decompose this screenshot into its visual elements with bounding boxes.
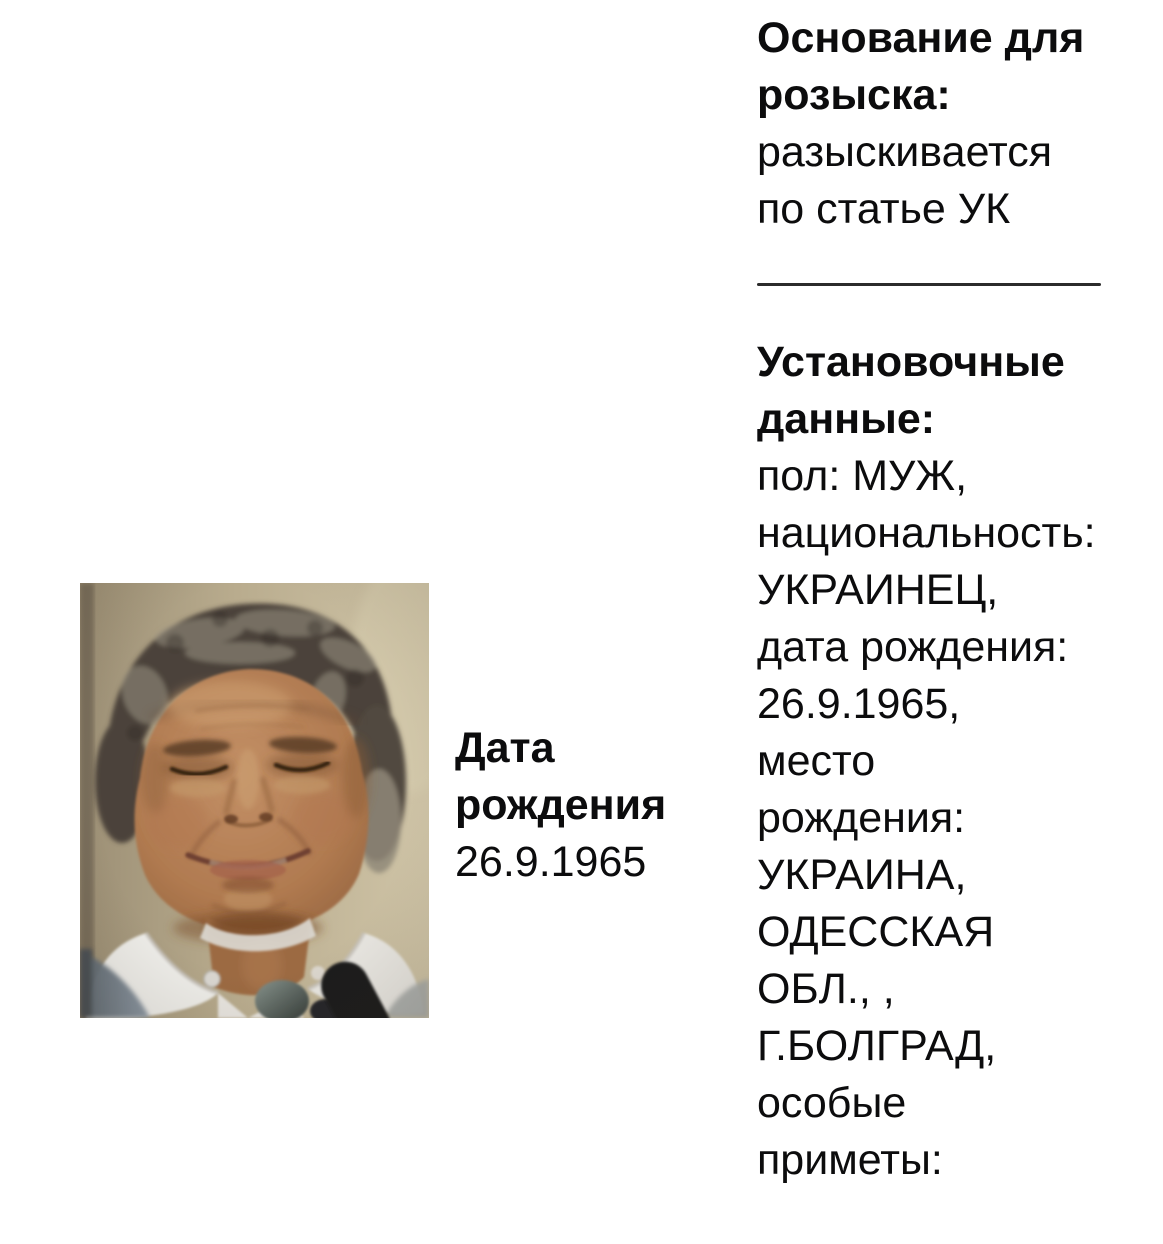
wanted-basis-label: Основание для розыска:: [757, 14, 1085, 119]
wanted-basis-value: разыскивается по статье УК: [757, 128, 1053, 233]
identity-data-label: Установочные данные:: [757, 338, 1065, 443]
wanted-basis-section: [757, 10, 1109, 238]
identity-data-value: пол: МУЖ, национальность: УКРАИНЕЦ, дата рождения: 26.9.1965, место рождения: УКРАИНА, ОДЕССКАЯ ОБЛ., , Г.БОЛГРАД, особые приметы:: [757, 452, 1096, 1184]
portrait-vignette: [80, 583, 429, 1018]
birth-date-value: 26.9.1965: [455, 838, 647, 886]
birth-date-block: [455, 720, 725, 891]
section-divider: [757, 283, 1101, 286]
suspect-photo-illustration: [80, 583, 429, 1018]
suspect-photo: [80, 583, 429, 1018]
identity-data-section: [757, 334, 1109, 1189]
birth-date-label: Дата рождения: [455, 724, 667, 829]
